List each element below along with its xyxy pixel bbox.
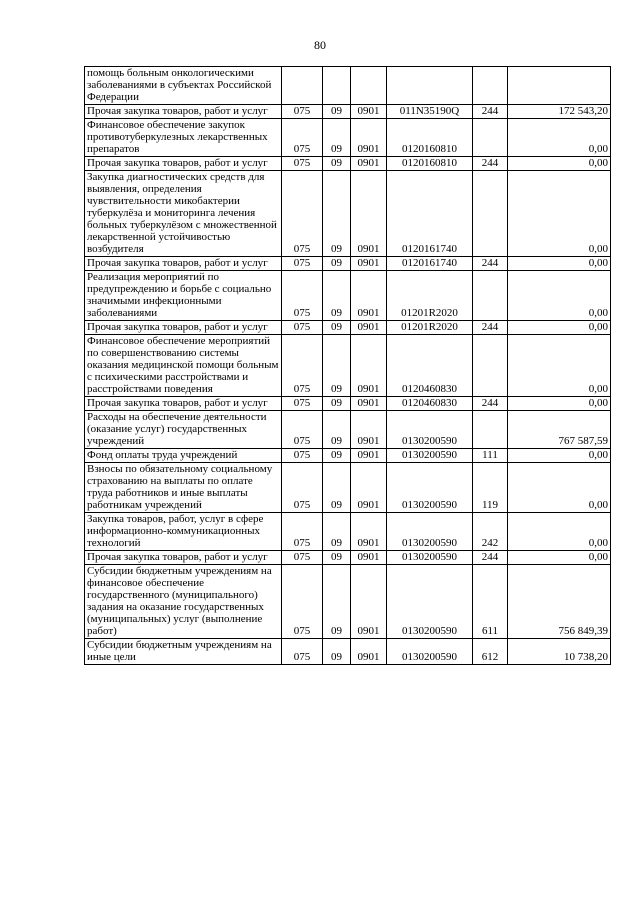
ministry-code-cell: 075 xyxy=(282,321,323,335)
subsection-code-cell: 0901 xyxy=(351,513,387,551)
target-article-cell: 0120460830 xyxy=(387,397,473,411)
section-code-cell: 09 xyxy=(323,513,351,551)
section-code-cell xyxy=(323,67,351,105)
table-row xyxy=(85,397,611,411)
table-row xyxy=(85,335,611,397)
target-article-cell: 0130200590 xyxy=(387,513,473,551)
section-code-cell: 09 xyxy=(323,335,351,397)
amount-cell: 756 849,39 xyxy=(508,565,611,639)
ministry-code-cell xyxy=(282,67,323,105)
expense-type-cell xyxy=(473,171,508,257)
subsection-code-cell xyxy=(351,67,387,105)
ministry-code-cell: 075 xyxy=(282,257,323,271)
subsection-code-cell: 0901 xyxy=(351,639,387,665)
section-code-cell: 09 xyxy=(323,565,351,639)
row-name-cell: Взносы по обязательному социальному страхованию на выплаты по оплате труда работников и иные выплаты работникам учреждений xyxy=(85,463,282,513)
table-row xyxy=(85,271,611,321)
subsection-code-cell: 0901 xyxy=(351,171,387,257)
budget-table xyxy=(84,66,611,665)
subsection-code-cell: 0901 xyxy=(351,397,387,411)
amount-cell: 0,00 xyxy=(508,257,611,271)
row-name-cell: Прочая закупка товаров, работ и услуг xyxy=(85,551,282,565)
subsection-code-cell: 0901 xyxy=(351,257,387,271)
table-row xyxy=(85,157,611,171)
amount-cell: 0,00 xyxy=(508,271,611,321)
target-article-cell: 0120160810 xyxy=(387,157,473,171)
table-row xyxy=(85,411,611,449)
table-row xyxy=(85,105,611,119)
row-name-cell: Прочая закупка товаров, работ и услуг xyxy=(85,105,282,119)
amount-cell: 0,00 xyxy=(508,157,611,171)
subsection-code-cell: 0901 xyxy=(351,463,387,513)
section-code-cell: 09 xyxy=(323,639,351,665)
target-article-cell: 0130200590 xyxy=(387,639,473,665)
amount-cell: 0,00 xyxy=(508,463,611,513)
row-name-cell: Закупка диагностических средств для выявления, определения чувствительности микобактерии туберкулёза и мониторинга лечения больных туберкулёзом с множественной лекарственной устойчивостью возбудителя xyxy=(85,171,282,257)
section-code-cell: 09 xyxy=(323,397,351,411)
table-row xyxy=(85,171,611,257)
target-article-cell: 0130200590 xyxy=(387,551,473,565)
subsection-code-cell: 0901 xyxy=(351,551,387,565)
expense-type-cell: 611 xyxy=(473,565,508,639)
expense-type-cell: 612 xyxy=(473,639,508,665)
ministry-code-cell: 075 xyxy=(282,119,323,157)
expense-type-cell: 119 xyxy=(473,463,508,513)
section-code-cell: 09 xyxy=(323,411,351,449)
target-article-cell: 0130200590 xyxy=(387,449,473,463)
subsection-code-cell: 0901 xyxy=(351,449,387,463)
ministry-code-cell: 075 xyxy=(282,335,323,397)
subsection-code-cell: 0901 xyxy=(351,105,387,119)
amount-cell xyxy=(508,67,611,105)
expense-type-cell: 244 xyxy=(473,397,508,411)
amount-cell: 0,00 xyxy=(508,171,611,257)
table-row xyxy=(85,463,611,513)
target-article-cell: 0120160810 xyxy=(387,119,473,157)
row-name-cell: Прочая закупка товаров, работ и услуг xyxy=(85,257,282,271)
section-code-cell: 09 xyxy=(323,321,351,335)
amount-cell: 0,00 xyxy=(508,335,611,397)
ministry-code-cell: 075 xyxy=(282,411,323,449)
ministry-code-cell: 075 xyxy=(282,639,323,665)
section-code-cell: 09 xyxy=(323,171,351,257)
expense-type-cell: 244 xyxy=(473,257,508,271)
table-row xyxy=(85,321,611,335)
table-row xyxy=(85,639,611,665)
expense-type-cell: 244 xyxy=(473,105,508,119)
row-name-cell: Прочая закупка товаров, работ и услуг xyxy=(85,321,282,335)
amount-cell: 0,00 xyxy=(508,449,611,463)
target-article-cell: 0120161740 xyxy=(387,257,473,271)
subsection-code-cell: 0901 xyxy=(351,565,387,639)
ministry-code-cell: 075 xyxy=(282,105,323,119)
target-article-cell: 0120161740 xyxy=(387,171,473,257)
amount-cell: 0,00 xyxy=(508,321,611,335)
ministry-code-cell: 075 xyxy=(282,513,323,551)
target-article-cell: 0120460830 xyxy=(387,335,473,397)
target-article-cell: 0130200590 xyxy=(387,463,473,513)
row-name-cell: Прочая закупка товаров, работ и услуг xyxy=(85,397,282,411)
row-name-cell: Прочая закупка товаров, работ и услуг xyxy=(85,157,282,171)
ministry-code-cell: 075 xyxy=(282,565,323,639)
expense-type-cell xyxy=(473,271,508,321)
section-code-cell: 09 xyxy=(323,105,351,119)
table-row xyxy=(85,449,611,463)
section-code-cell: 09 xyxy=(323,463,351,513)
budget-table-body xyxy=(85,67,611,665)
ministry-code-cell: 075 xyxy=(282,463,323,513)
amount-cell: 767 587,59 xyxy=(508,411,611,449)
ministry-code-cell: 075 xyxy=(282,171,323,257)
table-row xyxy=(85,551,611,565)
section-code-cell: 09 xyxy=(323,271,351,321)
row-name-cell: помощь больным онкологическими заболеваниями в субъектах Российской Федерации xyxy=(85,67,282,105)
section-code-cell: 09 xyxy=(323,119,351,157)
row-name-cell: Реализация мероприятий по предупреждению и борьбе с социально значимыми инфекционными заболеваниями xyxy=(85,271,282,321)
section-code-cell: 09 xyxy=(323,157,351,171)
expense-type-cell: 244 xyxy=(473,551,508,565)
section-code-cell: 09 xyxy=(323,257,351,271)
subsection-code-cell: 0901 xyxy=(351,119,387,157)
ministry-code-cell: 075 xyxy=(282,271,323,321)
row-name-cell: Финансовое обеспечение мероприятий по совершенствованию системы оказания медицинской помощи больным с психическими расстройствами и расстройствами поведения xyxy=(85,335,282,397)
ministry-code-cell: 075 xyxy=(282,397,323,411)
expense-type-cell xyxy=(473,335,508,397)
amount-cell: 10 738,20 xyxy=(508,639,611,665)
target-article-cell: 0130200590 xyxy=(387,411,473,449)
row-name-cell: Субсидии бюджетным учреждениям на финансовое обеспечение государственного (муниципального) задания на оказание государственных (муниципальных) услуг (выполнение работ) xyxy=(85,565,282,639)
target-article-cell: 01201R2020 xyxy=(387,271,473,321)
row-name-cell: Субсидии бюджетным учреждениям на иные цели xyxy=(85,639,282,665)
section-code-cell: 09 xyxy=(323,449,351,463)
subsection-code-cell: 0901 xyxy=(351,271,387,321)
amount-cell: 0,00 xyxy=(508,119,611,157)
table-row xyxy=(85,565,611,639)
target-article-cell: 011N35190Q xyxy=(387,105,473,119)
subsection-code-cell: 0901 xyxy=(351,335,387,397)
subsection-code-cell: 0901 xyxy=(351,411,387,449)
expense-type-cell xyxy=(473,119,508,157)
page-number: 80 xyxy=(314,38,326,52)
expense-type-cell: 244 xyxy=(473,321,508,335)
expense-type-cell: 242 xyxy=(473,513,508,551)
ministry-code-cell: 075 xyxy=(282,449,323,463)
section-code-cell: 09 xyxy=(323,551,351,565)
amount-cell: 0,00 xyxy=(508,513,611,551)
amount-cell: 172 543,20 xyxy=(508,105,611,119)
table-row xyxy=(85,257,611,271)
row-name-cell: Закупка товаров, работ, услуг в сфере информационно-коммуникационных технологий xyxy=(85,513,282,551)
row-name-cell: Финансовое обеспечение закупок противотуберкулезных лекарственных препаратов xyxy=(85,119,282,157)
table-row xyxy=(85,67,611,105)
target-article-cell xyxy=(387,67,473,105)
expense-type-cell xyxy=(473,411,508,449)
amount-cell: 0,00 xyxy=(508,397,611,411)
subsection-code-cell: 0901 xyxy=(351,321,387,335)
subsection-code-cell: 0901 xyxy=(351,157,387,171)
target-article-cell: 01201R2020 xyxy=(387,321,473,335)
expense-type-cell: 244 xyxy=(473,157,508,171)
expense-type-cell: 111 xyxy=(473,449,508,463)
target-article-cell: 0130200590 xyxy=(387,565,473,639)
row-name-cell: Фонд оплаты труда учреждений xyxy=(85,449,282,463)
table-row xyxy=(85,119,611,157)
row-name-cell: Расходы на обеспечение деятельности (оказание услуг) государственных учреждений xyxy=(85,411,282,449)
expense-type-cell xyxy=(473,67,508,105)
ministry-code-cell: 075 xyxy=(282,551,323,565)
ministry-code-cell: 075 xyxy=(282,157,323,171)
amount-cell: 0,00 xyxy=(508,551,611,565)
table-row xyxy=(85,513,611,551)
